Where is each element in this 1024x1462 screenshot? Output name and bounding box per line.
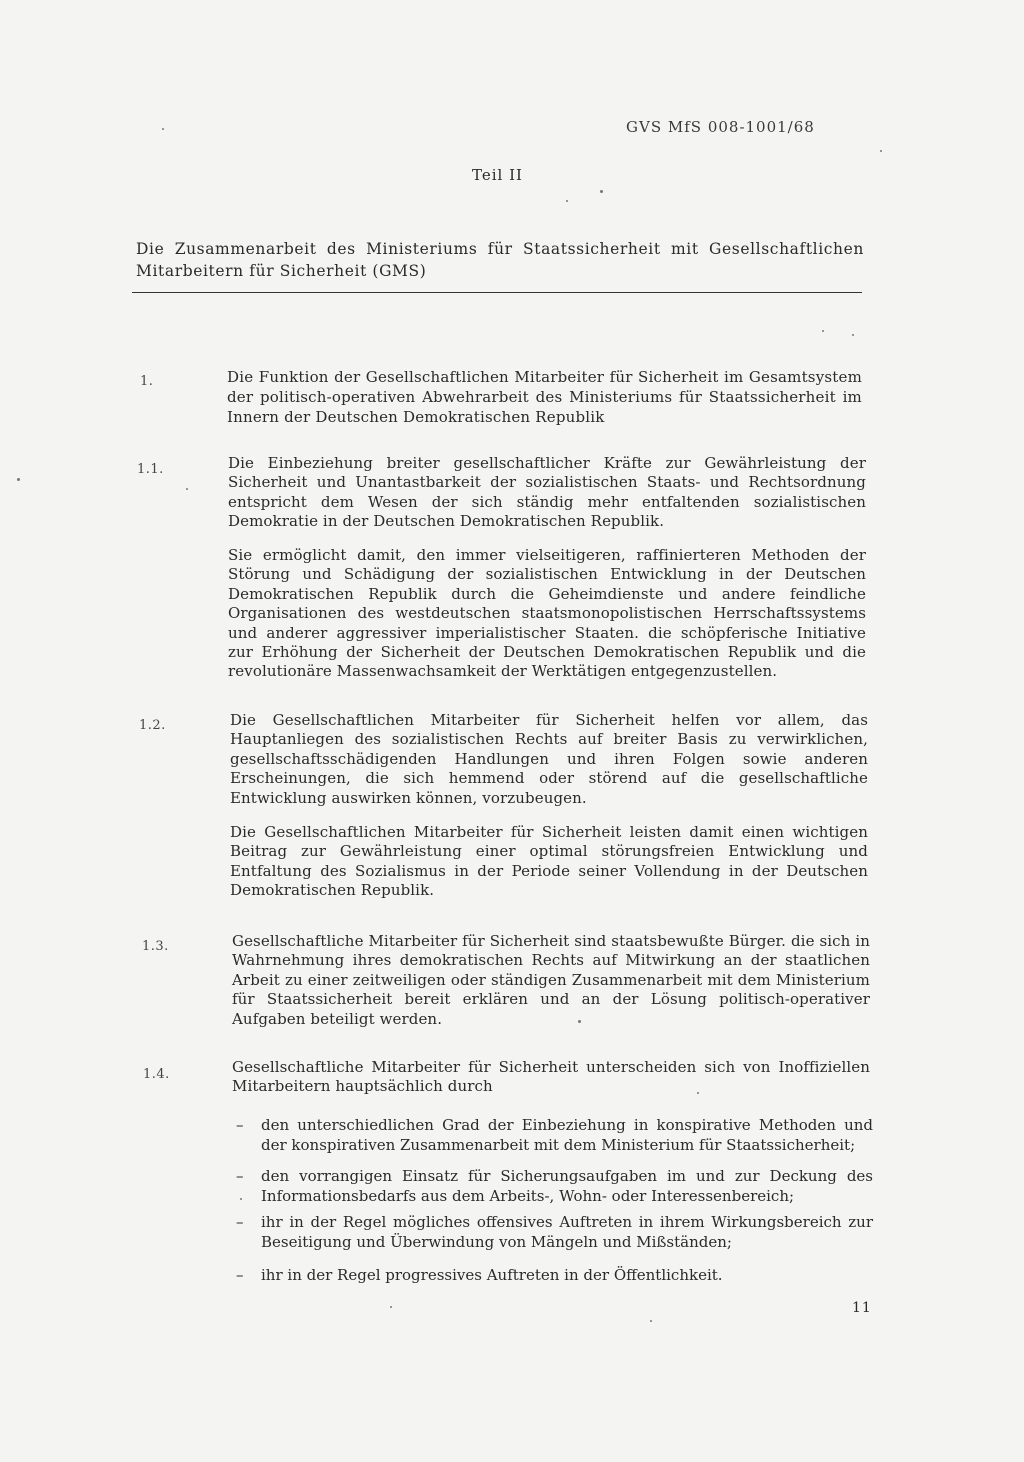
section-1-1-paragraph-1: Die Einbeziehung breiter gesellschaftlicher Kräfte zur Gewährleistung der Sicherheit und Unantastbarkeit der sozialistischen Staats- und Rechtsordnung entspricht dem Wesen der sich ständig mehr entfaltenden sozialistischen Demokratie in der Deutschen Demokratischen Republik. (228, 454, 866, 531)
scan-speck (186, 488, 188, 490)
title-underline (132, 292, 862, 293)
section-number-1-4: 1.4. (143, 1067, 170, 1082)
list-item-text: ihr in der Regel progressives Auftreten in der Öffentlichkeit. (261, 1266, 723, 1284)
section-1-1-paragraph-2: Sie ermöglicht damit, den immer vielseitigeren, raffinierteren Methoden der Störung und Schädigung der sozialistischen Entwicklung in der Deutschen Demokratischen Republik durch die Geheimdienste und andere feindliche Organisationen des westdeutschen staatsmonopolistischen Herrschaftssystems und anderer aggressiver imperialistischer Staaten. die schöpferische Initiative zur Erhöhung der Sicherheit der Deutschen Demokratischen Republik und die revolutionäre Massenwachsamkeit der Werktätigen entgegenzustellen. (228, 546, 866, 681)
scan-speck (600, 190, 603, 193)
list-item-text: ihr in der Regel mögliches offensives Auftreten in ihrem Wirkungsbereich zur Beseitigung und Überwindung von Mängeln und Mißständen; (261, 1213, 873, 1251)
scan-speck (240, 1198, 242, 1200)
scan-speck (390, 1306, 392, 1308)
section-number-1: 1. (140, 374, 154, 389)
scan-speck (650, 1320, 652, 1322)
section-1-2-paragraph-1: Die Gesellschaftlichen Mitarbeiter für Sicherheit helfen vor allem, das Hauptanliegen des sozialistischen Rechts auf breiter Basis zu verwirklichen, gesellschaftsschädigenden Handlungen und ihren Folgen sowie anderen Erscheinungen, die sich hemmend oder störend auf die gesellschaftliche Entwicklung auswirken können, vorzubeugen. (230, 711, 868, 807)
page-number: 11 (852, 1300, 872, 1316)
part-title: Die Zusammenarbeit des Ministeriums für Staatssicherheit mit Gesellschaftlichen Mitarbeitern für Sicherheit (GMS) (136, 240, 864, 280)
scan-speck (697, 1092, 699, 1094)
list-item-text: den unterschiedlichen Grad der Einbeziehung in konspirative Methoden und der konspirativen Zusammenarbeit mit dem Ministerium für Staatssicherheit; (261, 1116, 873, 1154)
section-number-1-1: 1.1. (137, 462, 164, 477)
scan-speck (566, 200, 568, 202)
bullet-dash: – (236, 1116, 244, 1134)
section-number-1-3: 1.3. (142, 939, 169, 954)
section-1-2-paragraph-2: Die Gesellschaftlichen Mitarbeiter für Sicherheit leisten damit einen wichtigen Beitrag zur Gewährleistung einer optimal störungsfreien Entwicklung und Entfaltung des Sozialismus in der Periode seiner Vollendung in der Deutschen Demokratischen Republik. (230, 823, 868, 900)
bullet-dash: – (236, 1266, 244, 1284)
bullet-dash: – (236, 1213, 244, 1231)
scan-speck (578, 1020, 581, 1023)
section-1-4-intro: Gesellschaftliche Mitarbeiter für Sicherheit unterscheiden sich von Inoffiziellen Mitarbeitern hauptsächlich durch (232, 1058, 870, 1096)
scan-speck (880, 150, 882, 152)
bullet-dash: – (236, 1167, 244, 1185)
section-number-1-2: 1.2. (139, 718, 166, 733)
scan-speck (162, 128, 164, 130)
scan-speck (17, 478, 20, 481)
scan-speck (852, 334, 854, 336)
scan-speck (822, 330, 824, 332)
document-reference: GVS MfS 008-1001/68 (626, 118, 815, 136)
section-1-3-paragraph: Gesellschaftliche Mitarbeiter für Sicherheit sind staatsbewußte Bürger. die sich in Wahrnehmung ihres demokratischen Rechts auf Mitwirkung an der staatlichen Arbeit zu einer zeitweiligen oder ständigen Zusammenarbeit mit dem Ministerium für Staatssicherheit bereit erklären und an der Lösung politisch-operativer Aufgaben beteiligt werden. (232, 932, 870, 1028)
part-label: Teil II (472, 166, 523, 184)
list-item-text: den vorrangigen Einsatz für Sicherungsaufgaben im und zur Deckung des Informationsbedarfs aus dem Arbeits-, Wohn- oder Interessenbereich; (261, 1167, 873, 1205)
section-heading-1: Die Funktion der Gesellschaftlichen Mitarbeiter für Sicherheit im Gesamtsystem der politisch-operativen Abwehrarbeit des Ministeriums für Staatssicherheit im Innern der Deutschen Demokratischen Republik (227, 368, 862, 426)
